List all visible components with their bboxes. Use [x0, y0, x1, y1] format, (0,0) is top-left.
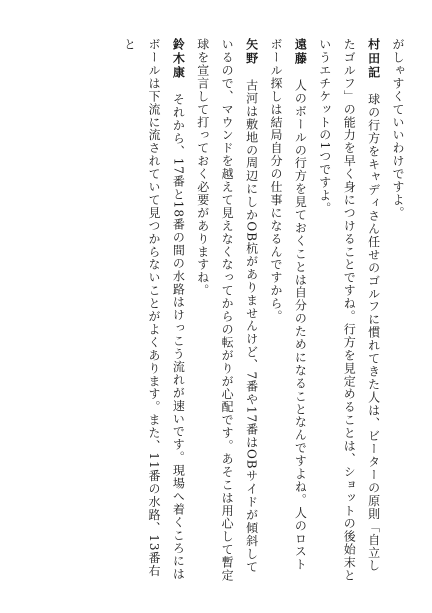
speaker-name: 遠藤 — [293, 38, 308, 66]
dialogue-paragraph-endo — [264, 38, 313, 583]
speech-text: 人のボールの行方を見ておくことは自分のためになることなんですよね。人のロストボール探しは結局自分の仕事になるんですから。 — [268, 38, 308, 572]
opening-line — [386, 38, 410, 583]
dialogue-paragraph-yano — [190, 38, 263, 583]
vertical-text-body — [117, 38, 410, 583]
speaker-name: 村田記 — [366, 38, 381, 80]
speaker-name: 矢野 — [244, 38, 259, 66]
speech-text: それから、17番と18番の間の水路はけっこう流れが速いです。現場へ着くころにはボールは下流に流されていて見つからないことがよくあります。また、11番の水路、13番右と — [122, 38, 186, 581]
speech-text: 古河は敷地の周辺にしかOB杭がありませんけど、7番や17番はOBサイドが傾斜しているので、マウンドを越えて見えなくなってからの転がりが心配です。あそこは用心して暫定球を宣言して打っておく必要がありますね。 — [195, 38, 259, 582]
opening-line-text: がしゃすくていいわけですよ。 — [391, 38, 405, 220]
speaker-name: 鈴木康 — [171, 38, 186, 80]
speech-text: 球の行方をキャディさん任せのゴルフに慣れてきた人は、ビーターの原則「自立したゴルフ」の能力を早く身につけることですね。行方を見定めることは、ショットの後始末というエチケットの1つですよ。 — [317, 38, 381, 582]
dialogue-paragraph-murata — [312, 38, 385, 583]
dialogue-paragraph-suzuki — [117, 38, 190, 583]
